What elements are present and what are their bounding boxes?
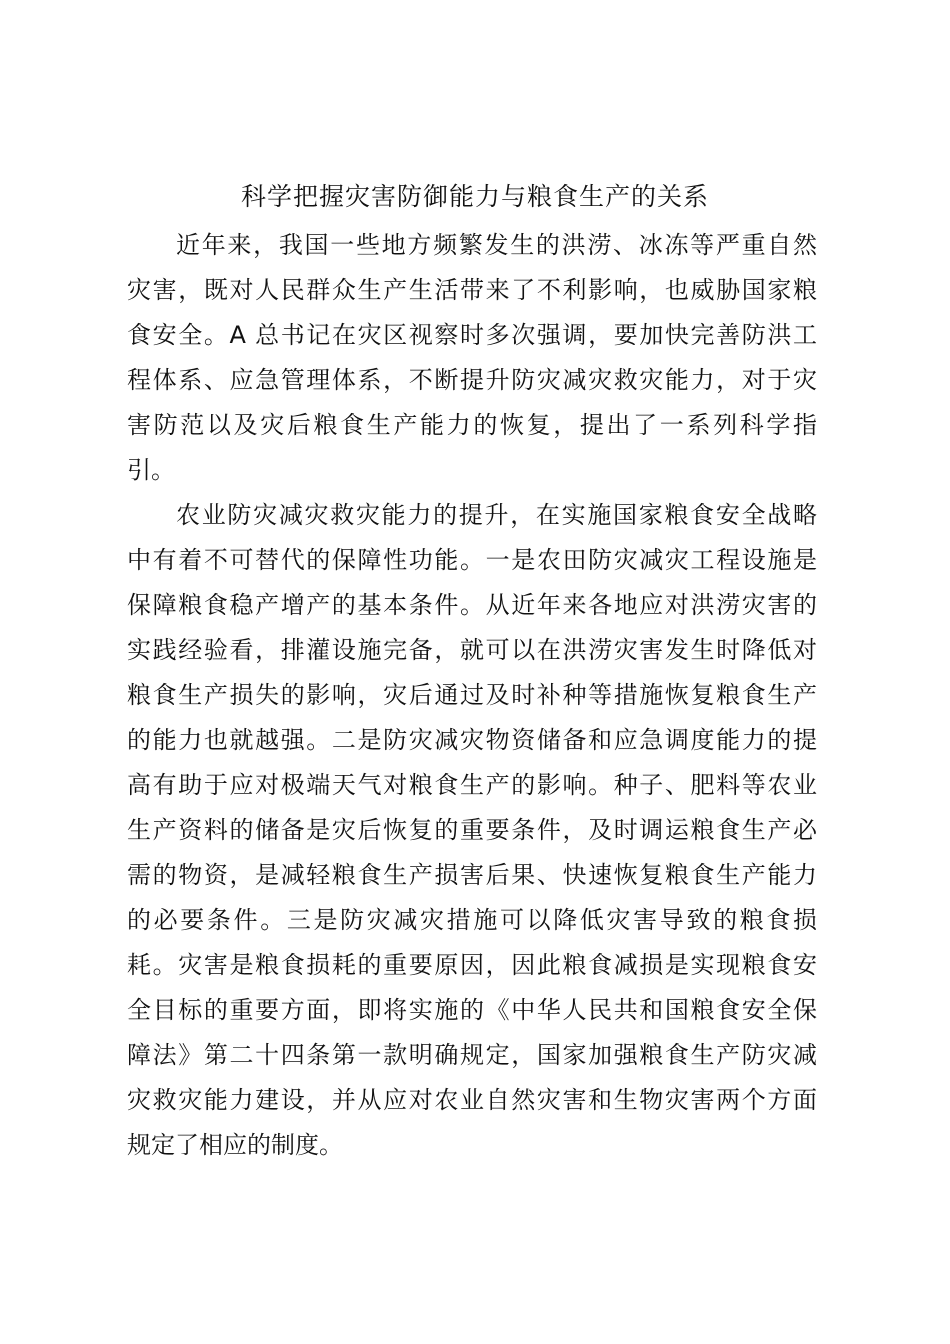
document-title: 科学把握灾害防御能力与粮食生产的关系 — [240, 182, 709, 211]
paragraph-2-line-12: 全目标的重要方面，即将实施的《中华人民共和国粮食安全保 — [127, 996, 817, 1024]
paragraph-2-line-15: 规定了相应的制度。 — [127, 1131, 343, 1159]
paragraph-2-line-6: 的能力也就越强。二是防灾减灾物资储备和应急调度能力的提 — [127, 726, 817, 754]
paragraph-2-line-2: 中有着不可替代的保障性功能。一是农田防灾减灾工程设施是 — [127, 546, 817, 574]
paragraph-2-line-14: 灾救灾能力建设，并从应对农业自然灾害和生物灾害两个方面 — [127, 1086, 817, 1114]
paragraph-1-line-2: 灾害，既对人民群众生产生活带来了不利影响，也威胁国家粮 — [127, 276, 817, 304]
paragraph-2-line-13: 障法》第二十四条第一款明确规定，国家加强粮食生产防灾减 — [127, 1041, 817, 1069]
paragraph-2-line-8: 生产资料的储备是灾后恢复的重要条件，及时调运粮食生产必 — [127, 816, 817, 844]
paragraph-2-line-1: 农业防灾减灾救灾能力的提升，在实施国家粮食安全战略 — [176, 501, 817, 529]
paragraph-1-line-6: 引。 — [127, 456, 175, 484]
paragraph-1-line-1: 近年来，我国一些地方频繁发生的洪涝、冰冻等严重自然 — [176, 231, 817, 259]
paragraph-2-line-9: 需的物资，是减轻粮食生产损害后果、快速恢复粮食生产能力 — [127, 861, 817, 889]
paragraph-1-line-3: 食安全。A 总书记在灾区视察时多次强调，要加快完善防洪工 — [127, 321, 817, 349]
paragraph-2-line-7: 高有助于应对极端天气对粮食生产的影响。种子、肥料等农业 — [127, 771, 817, 799]
paragraph-2-line-3: 保障粮食稳产增产的基本条件。从近年来各地应对洪涝灾害的 — [127, 591, 817, 619]
paragraph-1-line-5: 害防范以及灾后粮食生产能力的恢复，提出了一系列科学指 — [127, 411, 817, 439]
paragraph-2-line-11: 耗。灾害是粮食损耗的重要原因，因此粮食减损是实现粮食安 — [127, 951, 817, 979]
paragraph-2-line-4: 实践经验看，排灌设施完备，就可以在洪涝灾害发生时降低对 — [127, 636, 817, 664]
paragraph-2-line-5: 粮食生产损失的影响，灾后通过及时补种等措施恢复粮食生产 — [127, 681, 817, 709]
paragraph-1-line-4: 程体系、应急管理体系，不断提升防灾减灾救灾能力，对于灾 — [127, 366, 817, 394]
paragraph-2-line-10: 的必要条件。三是防灾减灾措施可以降低灾害导致的粮食损 — [127, 906, 817, 934]
